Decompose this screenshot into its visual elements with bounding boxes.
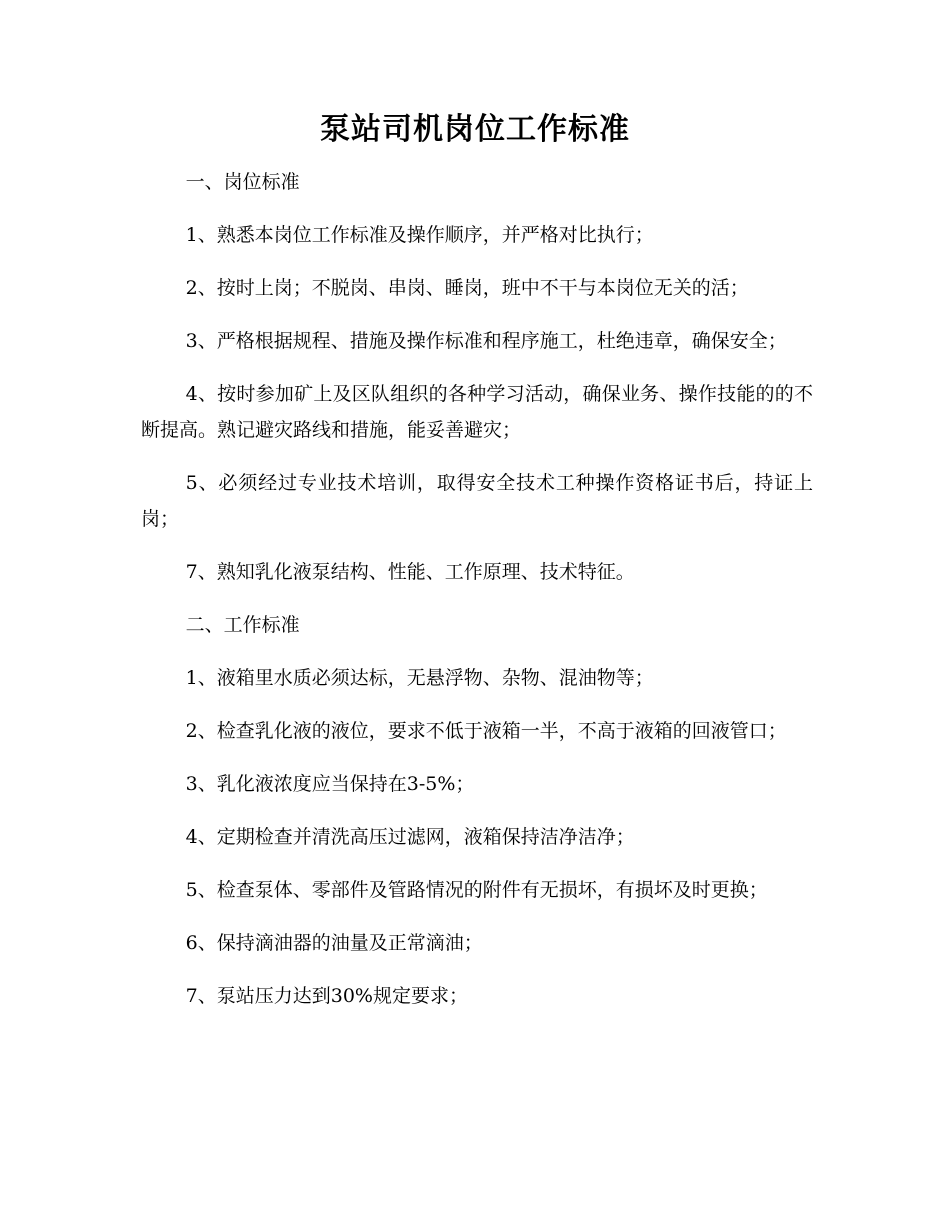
paragraph: 3、乳化液浓度应当保持在3-5%； — [185, 773, 475, 795]
section-heading-work-standard: 二、工作标准 — [185, 614, 300, 636]
paragraph: 6、保持滴油器的油量及正常滴油； — [185, 932, 483, 954]
paragraph: 4、按时参加矿上及区队组织的各种学习活动，确保业务、操作技能的的不断提高。熟记避灾路线和措施，能妥善避灾； — [141, 383, 813, 441]
section-heading-post-standard: 一、岗位标准 — [185, 171, 300, 193]
paragraph: 2、检查乳化液的液位，要求不低于液箱一半，不高于液箱的回液管口； — [185, 720, 787, 742]
paragraph: 5、检查泵体、零部件及管路情况的附件有无损坏，有损坏及时更换； — [185, 879, 768, 901]
paragraph: 1、液箱里水质必须达标，无悬浮物、杂物、混油物等； — [185, 667, 654, 689]
paragraph: 7、熟知乳化液泵结构、性能、工作原理、技术特征。 — [185, 561, 635, 583]
paragraph: 2、按时上岗；不脱岗、串岗、睡岗，班中不干与本岗位无关的活； — [185, 277, 749, 299]
paragraph: 3、严格根据规程、措施及操作标准和程序施工，杜绝违章，确保安全； — [185, 330, 787, 352]
page-title: 泵站司机岗位工作标准 — [320, 112, 630, 147]
paragraph: 4、定期检查并清洗高压过滤网，液箱保持洁净洁净； — [185, 826, 635, 848]
paragraph: 7、泵站压力达到30%规定要求； — [185, 985, 468, 1007]
document-body — [141, 164, 813, 1031]
paragraph: 1、熟悉本岗位工作标准及操作顺序，并严格对比执行； — [185, 224, 654, 246]
paragraph: 5、必须经过专业技术培训，取得安全技术工种操作资格证书后，持证上岗； — [141, 472, 813, 530]
